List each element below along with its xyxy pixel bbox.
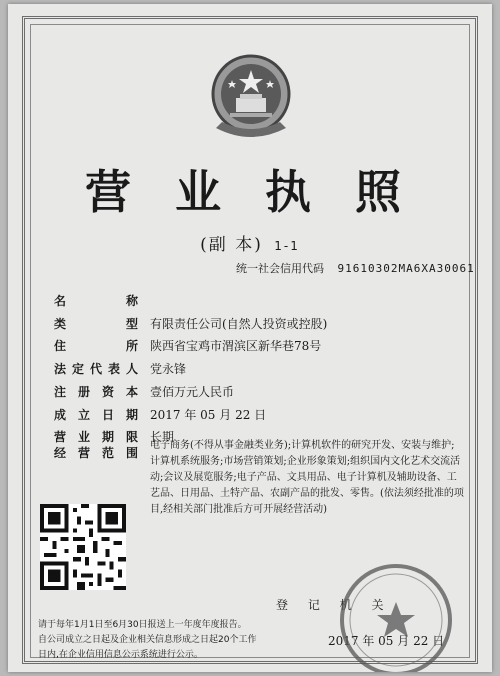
field-value: 壹佰万元人民币	[150, 385, 235, 399]
license-sheet	[8, 4, 492, 672]
field-label: 成立日期	[54, 408, 138, 422]
field-value: 长期	[150, 430, 175, 444]
official-seal	[336, 560, 456, 672]
field-label: 经营范围	[54, 446, 138, 460]
issue-date: 2017 年 05 月 22 日	[328, 634, 445, 648]
field-label: 名称	[54, 294, 138, 308]
qr-code[interactable]	[40, 504, 126, 590]
field-value: 有限责任公司(自然人投资或控股)	[150, 317, 328, 331]
business-scope-text: 电子商务(不得从事金融类业务);计算机软件的研究开发、安装与维护;计算机系统服务;市场营销策划;企业形象策划;组织国内文化艺术交流活动;会议及展览服务;电子产品、文具用品、电子计算机及辅助设备、工艺品、日用品、土特产品、农副产品的批发、零售。(依法须经批准的项目,经相关部门批准后方可开展经营活动)	[150, 440, 464, 515]
notice-line: 请于每年1月1日至6月30日报送上一年度年度报告。	[38, 620, 247, 630]
field-label: 注册资本	[54, 385, 138, 399]
document-title: 营 业 执 照	[84, 165, 416, 219]
national-emblem-icon	[206, 50, 296, 146]
copy-number: 1-1	[274, 239, 300, 253]
copy-type: (副 本)	[200, 235, 263, 255]
notice-line: 日内,在企业信用信息公示系统进行公示。	[38, 650, 203, 660]
credit-code-label: 统一社会信用代码	[236, 262, 324, 275]
field-label: 营业期限	[54, 430, 138, 444]
field-value: 2017 年 05 月 22 日	[150, 408, 267, 422]
field-value: 党永锋	[150, 362, 187, 376]
document-subtitle	[8, 230, 492, 255]
notice-line: 自公司成立之日起及企业相关信息形成之日起20个工作	[38, 635, 257, 645]
field-label: 住所	[54, 339, 138, 353]
field-label: 法定代表人	[54, 362, 138, 376]
credit-code-line	[236, 260, 475, 276]
field-label: 类型	[54, 317, 138, 331]
qr-pattern	[40, 504, 126, 590]
credit-code-value: 91610302MA6XA30061	[337, 262, 475, 275]
registration-authority: 登 记 机 关	[276, 598, 392, 612]
field-value: 陕西省宝鸡市渭滨区新华巷78号	[150, 339, 322, 353]
annual-report-notice	[38, 618, 318, 663]
